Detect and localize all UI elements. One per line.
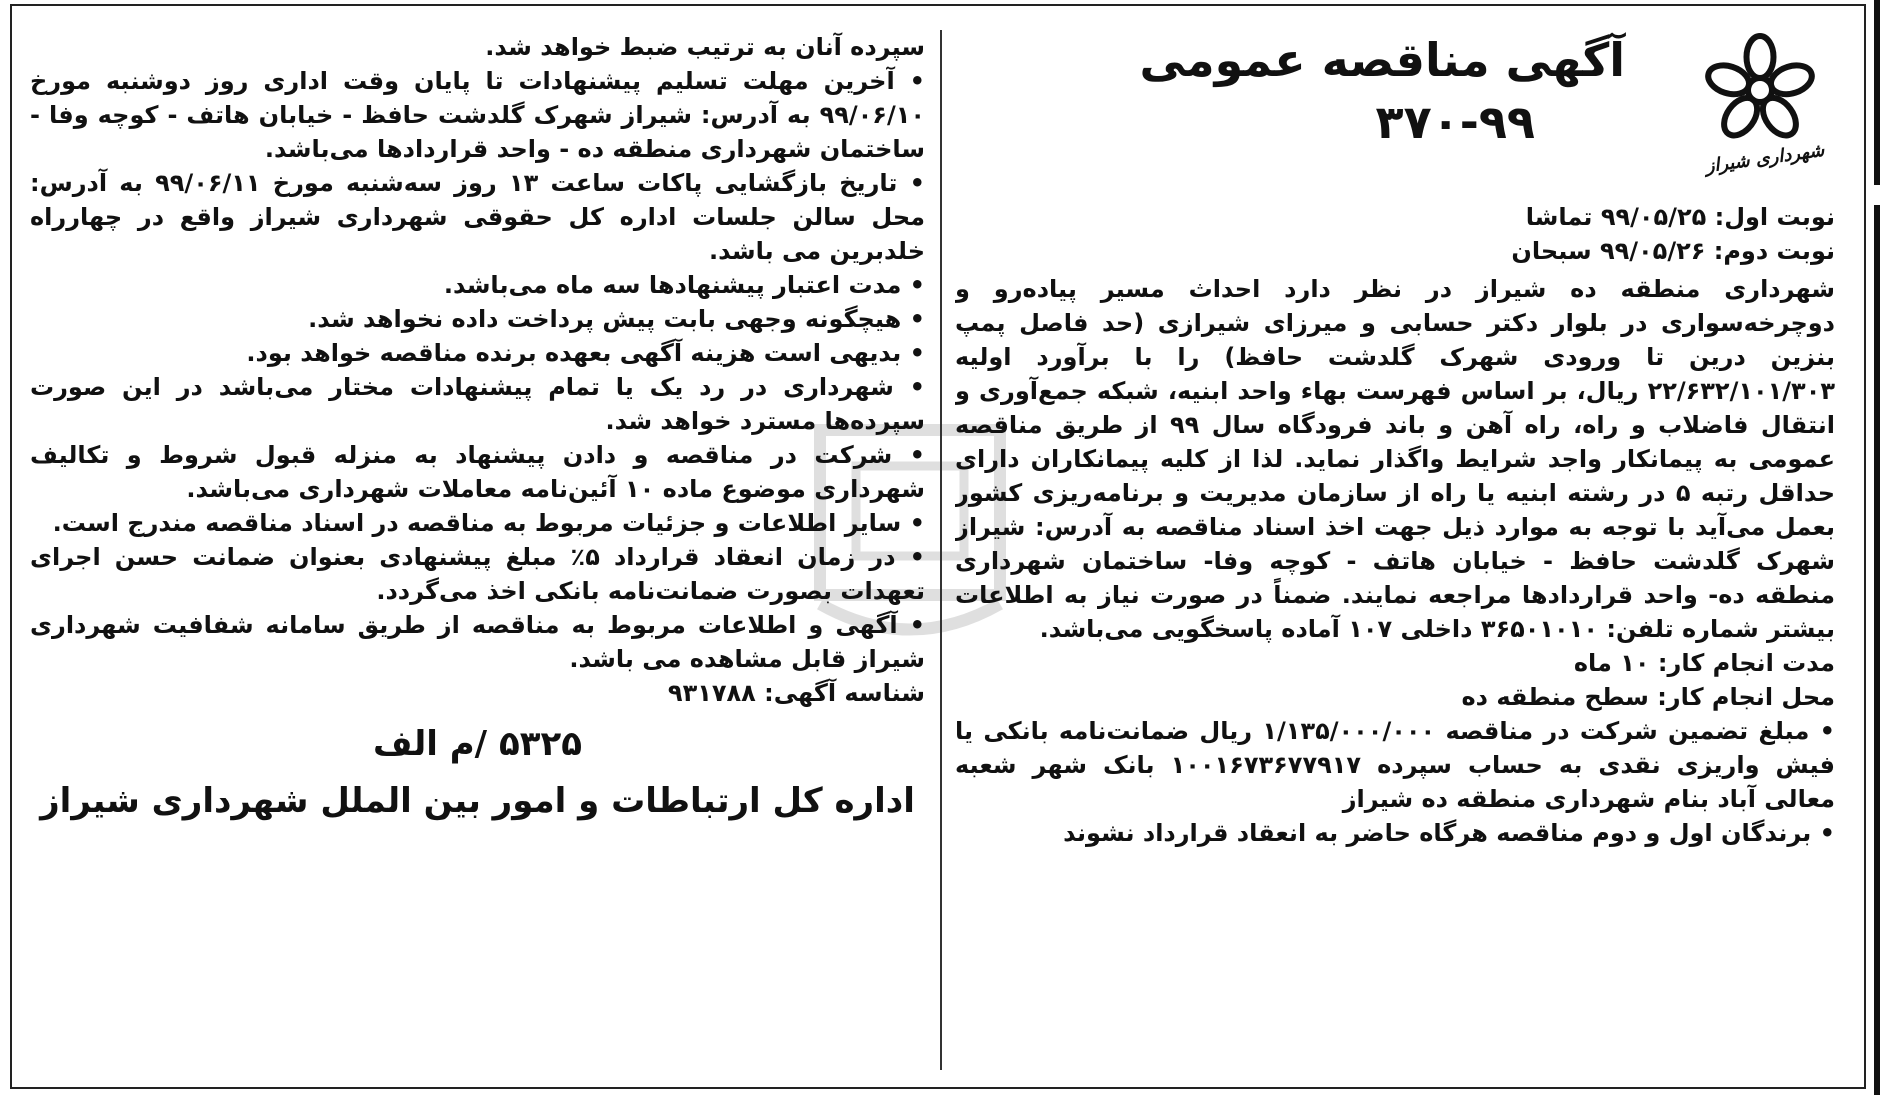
edge-bar-bottom — [1874, 205, 1880, 1095]
publication-rounds — [955, 200, 1835, 268]
footer-code: ۵۳۲۵ /م الف — [373, 724, 582, 764]
bullet-rejection-right: • شهرداری در رد یک یا تمام پیشنهادات مختار می‌باشد در این صورت سپرده‌ها مسترد خواهد شد. — [30, 370, 925, 438]
ad-id: شناسه آگهی: ۹۳۱۷۸۸ — [667, 679, 925, 707]
bullet-ad-cost: • بدیهی است هزینه آگهی بعهده برنده مناقصه خواهد بود. — [30, 336, 925, 370]
publication-round-first: نوبت اول: ۹۹/۰۵/۲۵ تماشا — [1525, 203, 1835, 231]
column-divider — [940, 30, 942, 1070]
bullet-winners-obligation: • برندگان اول و دوم مناقصه هرگاه حاضر به انعقاد قرارداد نشوند — [955, 816, 1835, 850]
logo-text: شهرداری شیراز — [1704, 139, 1826, 178]
right-column — [955, 30, 1835, 1070]
publication-round-second: نوبت دوم: ۹۹/۰۵/۲۶ سبحان — [1511, 237, 1835, 265]
bullet-validity-period: • مدت اعتبار پیشنهادها سه ماه می‌باشد. — [30, 268, 925, 302]
bullet-no-prepayment: • هیچگونه وجهی بابت پیش پرداخت داده نخواهد شد. — [30, 302, 925, 336]
bullet-submission-deadline: • آخرین مهلت تسلیم پیشنهادات تا پایان وقت اداری روز دوشنبه مورخ ۹۹/۰۶/۱۰ به آدرس: شیراز شهرک گلدشت حافظ - خیابان هاتف - کوچه وفا - ساختمان شهرداری منطقه ده - واحد قراردادها می‌باشد. — [30, 64, 925, 166]
notice-body-text: شهرداری منطقه ده شیراز در نظر دارد احداث مسیر پیاده‌رو و دوچرخه‌سواری در بلوار دکتر حسابی و میرزای شیرازی (حد فاصل پمپ بنزین درین تا ورودی شهرک گلدشت حافظ) را با برآورد اولیه ۲۲/۶۳۲/۱۰۱/۳۰۳ ریال، بر اساس فهرست بهاء واحد ابنیه، شبکه جمع‌آوری و انتقال فاضلاب و راه، راه آهن و باند فرودگاه سال ۹۹ از طریق مناقصه عمومی به پیمانکار واجد شرایط واگذار نماید. لذا از کلیه پیمانکاران دارای حداقل رتبه ۵ در رشته ابنیه یا راه از سازمان مدیریت و برنامه‌ریزی کشور بعمل می‌آید با توجه به موارد ذیل جهت اخذ اسناد مناقصه به آدرس: شیراز شهرک گلدشت حافظ - خیابان هاتف - کوچه وفا- ساختمان شهرداری منطقه ده- واحد قراردادها مراجعه نمایند. ضمناً در صورت نیاز به اطلاعات بیشتر شماره تلفن: ۳۶۵۰۱۰۱۰ داخلی ۱۰۷ آماده پاسخگویی می‌باشد. — [955, 275, 1835, 643]
bullet-transparency-system: • آگهی و اطلاعات مربوط به مناقصه از طریق سامانه شفافیت شهرداری شیراز قابل مشاهده می باشد. — [30, 608, 925, 676]
footer-office: اداره کل ارتباطات و امور بین الملل شهرداری شیراز — [40, 781, 915, 821]
work-duration: مدت انجام کار: ۱۰ ماه — [1573, 649, 1835, 677]
left-column — [30, 30, 925, 1070]
edge-bar-top — [1874, 0, 1880, 185]
bullet-other-info: • سایر اطلاعات و جزئیات مربوط به مناقصه در اسناد مناقصه مندرج است. — [30, 506, 925, 540]
notice-title: آگهی مناقصه عمومی — [1139, 33, 1625, 87]
deposit-forfeit-continuation: سپرده آنان به ترتیب ضبط خواهد شد. — [485, 33, 925, 61]
work-location: محل انجام کار: سطح منطقه ده — [1461, 683, 1835, 711]
bullet-guarantee-amount: • مبلغ تضمین شرکت در مناقصه ۱/۱۳۵/۰۰۰/۰۰۰ ریال ضمانت‌نامه بانکی یا فیش واریزی نقدی به حساب سپرده ۱۰۰۱۶۷۳۶۷۷۹۱۷ بانک شهر شعبه معالی آباد بنام شهرداری منطقه ده شیراز — [955, 714, 1835, 816]
bullet-performance-guarantee: • در زمان انعقاد قرارداد ۵٪ مبلغ پیشنهادی بعنوان ضمانت حسن اجرای تعهدات بصورت ضمانت‌نامه بانکی اخذ می‌گردد. — [30, 540, 925, 608]
bullet-participation-terms: • شرکت در مناقصه و دادن پیشنهاد به منزله قبول شروط و تکالیف شهرداری موضوع ماده ۱۰ آئین‌نامه معاملات شهرداری می‌باشد. — [30, 438, 925, 506]
tender-number: ۳۷۰-۹۹ — [1375, 95, 1535, 149]
bullet-opening-date: • تاریخ بازگشایی پاکات ساعت ۱۳ روز سه‌شنبه مورخ ۹۹/۰۶/۱۱ به آدرس: محل سالن جلسات اداره کل حقوقی شهرداری شیراز واقع در چهارراه خلدبرین می باشد. — [30, 166, 925, 268]
notice-header — [955, 30, 1835, 190]
